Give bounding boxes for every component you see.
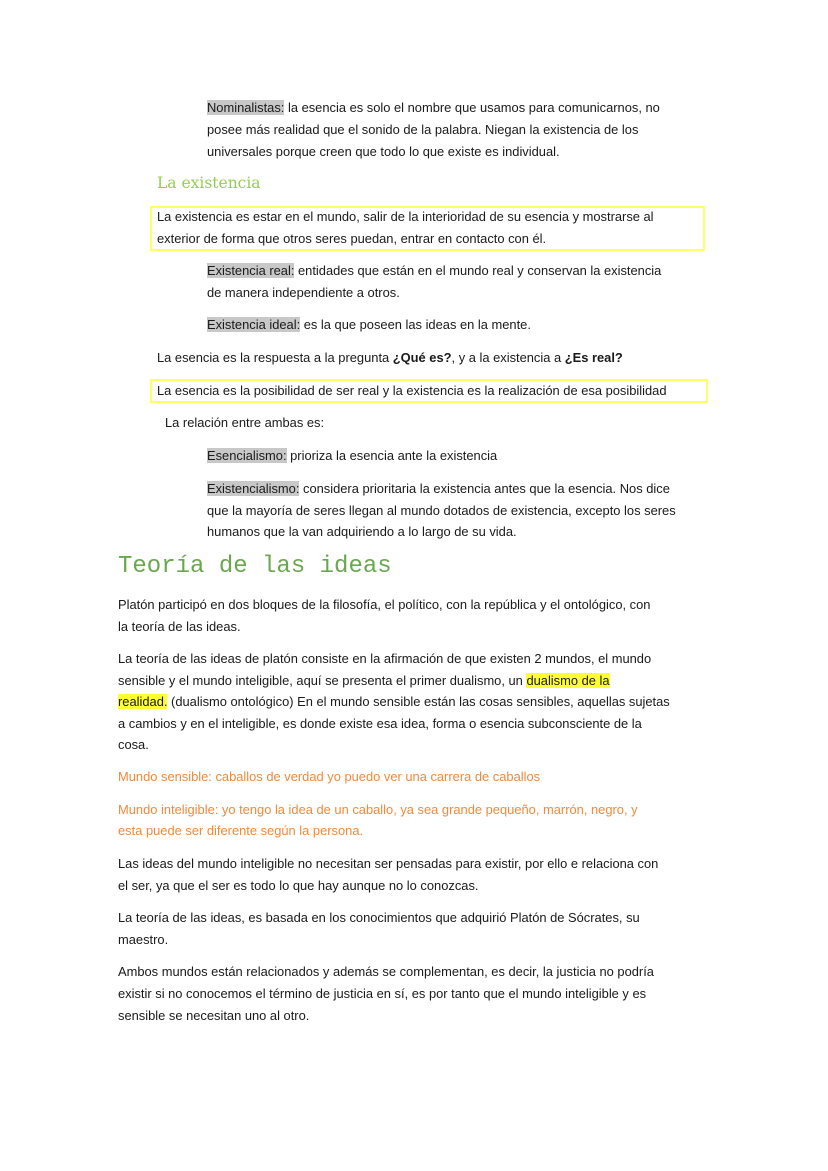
text: , y a la existencia a bbox=[451, 350, 565, 365]
highlight-realidad: realidad. bbox=[118, 694, 168, 709]
term-existencia-real: Existencia real: bbox=[207, 263, 295, 278]
term-existencialismo: Existencialismo: bbox=[207, 481, 300, 496]
bold-text: ¿Qué es? bbox=[392, 350, 452, 365]
text: la teoría de las ideas. bbox=[118, 619, 241, 634]
text: La relación entre ambas es: bbox=[165, 415, 325, 430]
text: considera prioritaria la existencia antes que la esencia. Nos dice bbox=[299, 481, 670, 496]
text: cosa. bbox=[118, 737, 149, 752]
mundo-sensible-example: Mundo sensible: caballos de verdad yo puedo ver una carrera de caballos bbox=[118, 769, 541, 784]
term-nominalistas: Nominalistas: bbox=[207, 100, 285, 115]
term-esencialismo: Esencialismo: bbox=[207, 448, 287, 463]
heading-teoria-de-las-ideas: Teoría de las ideas bbox=[118, 553, 392, 580]
text: universales porque creen que todo lo que existe es individual. bbox=[207, 144, 560, 159]
text: La teoría de las ideas de platón consiste en la afirmación de que existen 2 mundos, el mundo bbox=[118, 651, 652, 666]
text: La esencia es la respuesta a la pregunta bbox=[157, 350, 393, 365]
heading-la-existencia: La existencia bbox=[157, 174, 261, 192]
text: (dualismo ontológico) En el mundo sensible están las cosas sensibles, aquellas sujetas bbox=[167, 694, 670, 709]
text: La esencia es la posibilidad de ser real y la existencia es la realización de esa posibilidad bbox=[157, 383, 667, 398]
text: La teoría de las ideas, es basada en los conocimientos que adquirió Platón de Sócrates, su bbox=[118, 910, 640, 925]
text: Ambos mundos están relacionados y además se complementan, es decir, la justicia no podría bbox=[118, 964, 654, 979]
bold-text: ¿Es real? bbox=[564, 350, 623, 365]
text: sensible se necesitan uno al otro. bbox=[118, 1008, 310, 1023]
text: exterior de forma que otros seres puedan, entrar en contacto con él. bbox=[157, 231, 547, 246]
highlight-dualismo: dualismo de la bbox=[526, 673, 610, 688]
text: de manera independiente a otros. bbox=[207, 285, 400, 300]
text: existir si no conocemos el término de justicia en sí, es por tanto que el mundo inteligible y es bbox=[118, 986, 647, 1001]
text: es la que poseen las ideas en la mente. bbox=[300, 317, 531, 332]
text: sensible y el mundo inteligible, aquí se presenta el primer dualismo, un bbox=[118, 673, 527, 688]
text: a cambios y en el inteligible, es donde existe esa idea, forma o esencia subconsciente de la bbox=[118, 716, 642, 731]
text: prioriza la esencia ante la existencia bbox=[286, 448, 498, 463]
text: Platón participó en dos bloques de la filosofía, el político, con la república y el ontológico, con bbox=[118, 597, 651, 612]
text: entidades que están en el mundo real y conservan la existencia bbox=[294, 263, 662, 278]
mundo-inteligible-example: esta puede ser diferente según la persona. bbox=[118, 823, 364, 838]
text: Las ideas del mundo inteligible no necesitan ser pensadas para existir, por ello e relaciona con bbox=[118, 856, 659, 871]
text: que la mayoría de seres llegan al mundo dotados de existencia, excepto los seres bbox=[207, 503, 676, 518]
text: la esencia es solo el nombre que usamos para comunicarnos, no bbox=[284, 100, 660, 115]
text: humanos que la van adquiriendo a lo largo de su vida. bbox=[207, 524, 517, 539]
text: La existencia es estar en el mundo, salir de la interioridad de su esencia y mostrarse al bbox=[157, 209, 654, 224]
text: el ser, ya que el ser es todo lo que hay aunque no lo conozcas. bbox=[118, 878, 479, 893]
mundo-inteligible-example: Mundo inteligible: yo tengo la idea de un caballo, ya sea grande pequeño, marrón, negro, y bbox=[118, 802, 638, 817]
pregunta-line bbox=[157, 348, 623, 368]
text: posee más realidad que el sonido de la palabra. Niegan la existencia de los bbox=[207, 122, 639, 137]
term-existencia-ideal: Existencia ideal: bbox=[207, 317, 301, 332]
text: maestro. bbox=[118, 932, 169, 947]
